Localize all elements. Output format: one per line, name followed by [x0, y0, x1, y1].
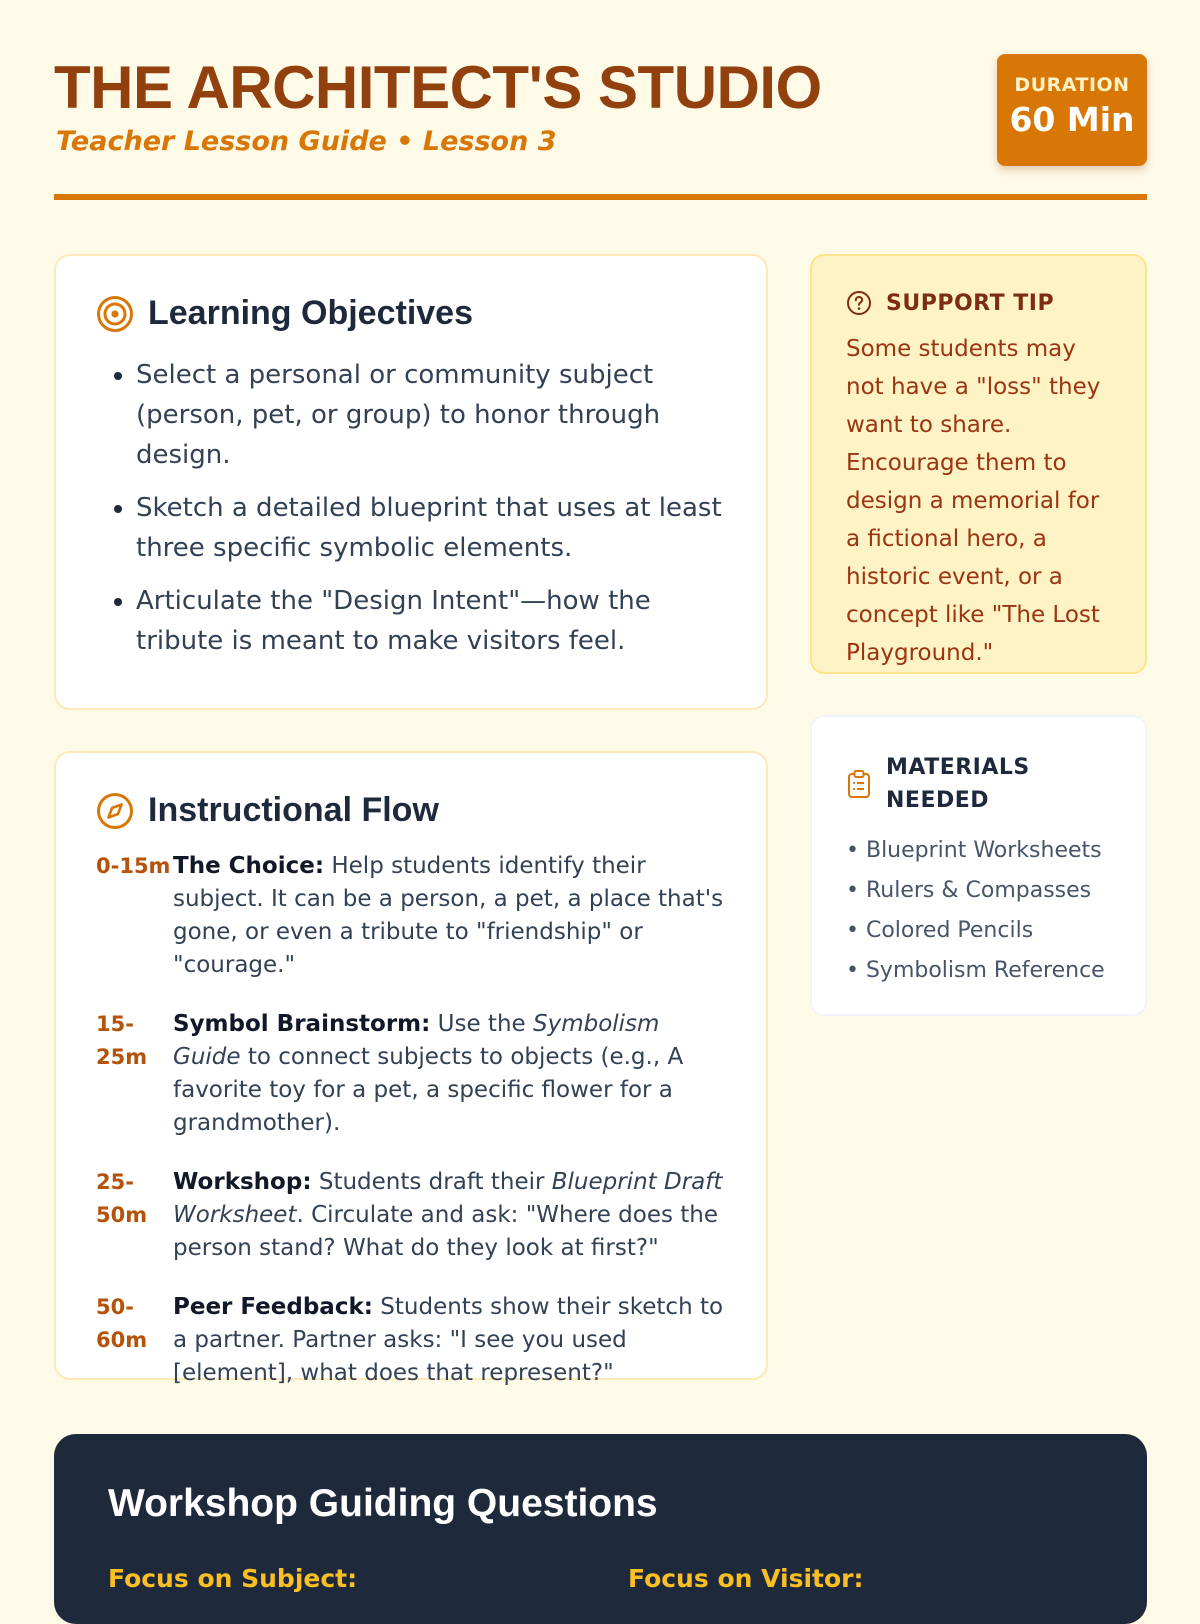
objectives-title: Learning Objectives [148, 294, 473, 332]
flow-step-text: Help students identify their subject. It can be a person, a pet, a place that's gone, or even a tribute to "friendship" or "courage." [173, 853, 724, 978]
page-header [54, 54, 1147, 200]
clipboard-icon [846, 769, 872, 799]
compass-icon [96, 792, 134, 830]
materials-list [846, 831, 1111, 991]
flow-step [96, 1291, 726, 1390]
support-tip-card [810, 254, 1147, 674]
flow-step-time: 25-50m [96, 1170, 148, 1227]
guiding-questions-columns [108, 1564, 1093, 1604]
flow-step-text: Students draft their [318, 1169, 545, 1195]
flow-steps [96, 850, 726, 1390]
page-title: THE ARCHITECT'S STUDIO [54, 54, 822, 121]
flow-step-time: 0-15m [96, 854, 171, 878]
flow-step-time: 50-60m [96, 1295, 148, 1352]
flow-step-description [173, 1291, 726, 1390]
materials-header [846, 751, 1111, 817]
duration-label: DURATION [1014, 74, 1130, 96]
materials-item: • Symbolism Reference [846, 958, 1105, 983]
support-tip-text: Some students may not have a "loss" they want to share. Encourage them to design a memorial for a fictional hero, a historic event, or a concept like "The Lost Playground." [846, 336, 1101, 666]
flow-step-text: Use the [437, 1011, 526, 1037]
flow-step [96, 1166, 726, 1265]
header-divider [54, 194, 1147, 200]
page-subtitle: Teacher Lesson Guide • Lesson 3 [56, 126, 557, 157]
objective-item: • Select a personal or community subject (person, pet, or group) to honor through design. [136, 355, 726, 475]
learning-objectives-card [54, 254, 768, 710]
objective-item: • Articulate the "Design Intent"—how the tribute is meant to make visitors feel. [136, 581, 726, 661]
flow-step-resource: Blueprint Draft Worksheet [173, 1169, 723, 1228]
guiding-questions-panel [54, 1434, 1147, 1624]
flow-step-text: . Circulate and ask: "Where does the person stand? What do they look at first?" [173, 1202, 719, 1261]
flow-step-label: Peer Feedback: [173, 1294, 373, 1320]
flow-step-text: to connect subjects to objects (e.g., A favorite toy for a pet, a specific flower for a grandmother). [173, 1044, 684, 1136]
support-tip-title: SUPPORT TIP [886, 290, 1055, 316]
target-icon [96, 295, 134, 333]
materials-item: • Rulers & Compasses [846, 878, 1092, 903]
flow-step-resource: Symbolism Guide [173, 1011, 660, 1070]
flow-title: Instructional Flow [148, 791, 439, 829]
materials-card [810, 715, 1147, 1016]
flow-step-description [173, 1008, 726, 1140]
materials-item: • Blueprint Worksheets [846, 838, 1102, 863]
flow-step [96, 850, 726, 982]
help-circle-icon [846, 290, 872, 316]
flow-step-label: Workshop: [173, 1169, 312, 1195]
instructional-flow-card [54, 751, 768, 1386]
flow-step-description [173, 850, 726, 982]
flow-step-label: The Choice: [173, 853, 325, 879]
support-tip-header [846, 290, 1111, 316]
flow-step-description [173, 1166, 726, 1265]
focus-visitor-label: Focus on Visitor: [628, 1564, 864, 1593]
flow-step [96, 1008, 726, 1140]
flow-step-label: Symbol Brainstorm: [173, 1011, 431, 1037]
guiding-questions-title: Workshop Guiding Questions [108, 1482, 658, 1525]
duration-value: 60 Min [1009, 100, 1135, 139]
materials-title: MATERIALS NEEDED [886, 755, 1030, 813]
flow-header [96, 791, 726, 830]
flow-step-time: 15-25m [96, 1012, 148, 1069]
objectives-list [96, 355, 726, 661]
flow-step-text: Students show their sketch to a partner. Partner asks: "I see you used [element], what does that represent?" [173, 1294, 724, 1386]
focus-subject-label: Focus on Subject: [108, 1564, 358, 1593]
objectives-header [96, 294, 726, 333]
materials-item: • Colored Pencils [846, 918, 1034, 943]
duration-badge [997, 54, 1147, 166]
objective-item: • Sketch a detailed blueprint that uses at least three specific symbolic elements. [136, 488, 726, 568]
